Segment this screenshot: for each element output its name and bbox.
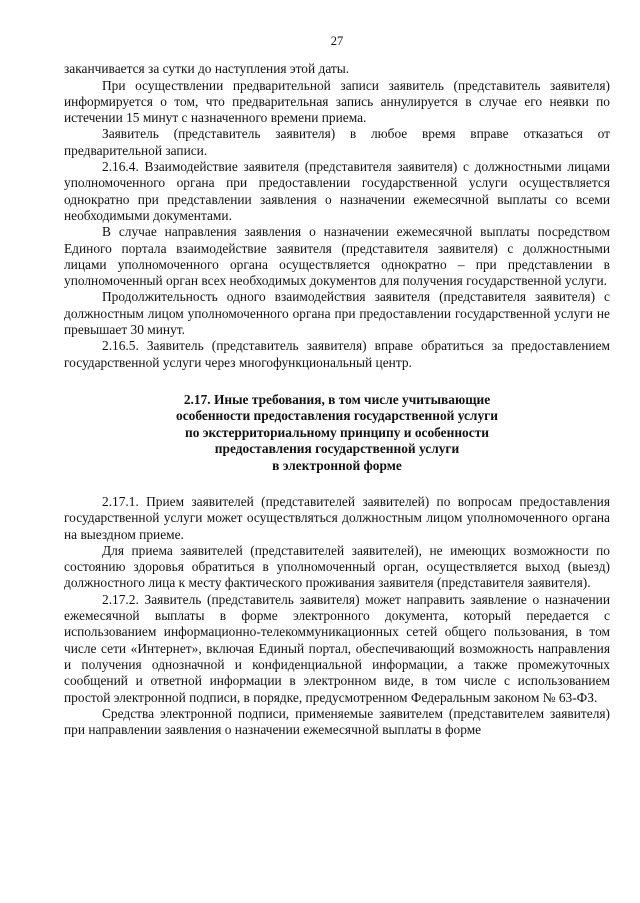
- paragraph-2-16-4: 2.16.4. Взаимодействие заявителя (представителя заявителя) с должностными лицами уполномоченного органа при предоставлении государственной услуги осуществляется однократно при представлении заявления о назначении ежемесячной выплаты со всеми необходимыми документами.: [64, 159, 610, 223]
- paragraph-unified-portal: В случае направления заявления о назначении ежемесячной выплаты посредством Единого портала взаимодействие заявителя (представителя заявителя) с должностными лицами уполномоченного органа осуществляется однократно – при представлении в уполномоченный орган всех необходимых документов для получения государственной услуги.: [64, 224, 610, 289]
- paragraph-refusal-right: Заявитель (представитель заявителя) в любое время вправе отказаться от предварительной записи.: [64, 126, 610, 158]
- document-page: [64, 33, 610, 738]
- section-heading-2-17: [104, 392, 570, 474]
- paragraph-2-17-1: 2.17.1. Прием заявителей (представителей заявителей) по вопросам предоставления государственной услуги может осуществляться должностным лицом уполномоченного органа на выездном приеме.: [64, 493, 610, 542]
- paragraph-2-16-5: 2.16.5. Заявитель (представитель заявителя) вправе обратиться за предоставлением государственной услуги через многофункциональный центр.: [64, 338, 610, 370]
- paragraph-interaction-duration: Продолжительность одного взаимодействия заявителя (представителя заявителя) с должностным лицом уполномоченного органа при предоставлении государственной услуги не превышает 30 минут.: [64, 289, 610, 338]
- heading-line: предоставления государственной услуги: [214, 441, 460, 457]
- paragraph-continuation: заканчивается за сутки до наступления этой даты.: [64, 61, 350, 77]
- page-number: 27: [330, 34, 344, 48]
- paragraph-2-17-2: 2.17.2. Заявитель (представитель заявителя) может направить заявление о назначении ежемесячной выплаты в форме электронного документа, который передается с использованием информационно-телекоммуникационных сетей общего пользования, в том числе сети «Интернет», включая Единый портал, обеспечивающий возможность направления и получения однозначной и конфиденциальной информации, а также промежуточных сообщений и ответной информации в электронном виде, в том числе с использованием простой электронной подписи, в порядке, предусмотренном Федеральным законом № 63-ФЗ.: [64, 591, 610, 705]
- paragraph-home-visit: Для приема заявителей (представителей заявителей), не имеющих возможности по состоянию здоровья обратиться в уполномоченный орган, осуществляется выход (выезд) должностного лица к месту фактического проживания заявителя (представителя заявителя).: [64, 542, 610, 591]
- paragraph-electronic-signature: Средства электронной подписи, применяемые заявителем (представителем заявителя) при направлении заявления о назначении ежемесячной выплаты в форме: [64, 705, 610, 738]
- heading-line: в электронной форме: [272, 457, 402, 473]
- heading-line: особенности предоставления государственной услуги: [176, 408, 498, 424]
- paragraph-preliminary-registration: При осуществлении предварительной записи заявитель (представитель заявителя) информируется о том, что предварительная запись аннулируется в случае его неявки по истечении 15 минут с назначенного времени приема.: [64, 77, 610, 126]
- heading-line: по экстерриториальному принципу и особенности: [185, 424, 489, 440]
- heading-line: 2.17. Иные требования, в том числе учитывающие: [183, 391, 491, 407]
